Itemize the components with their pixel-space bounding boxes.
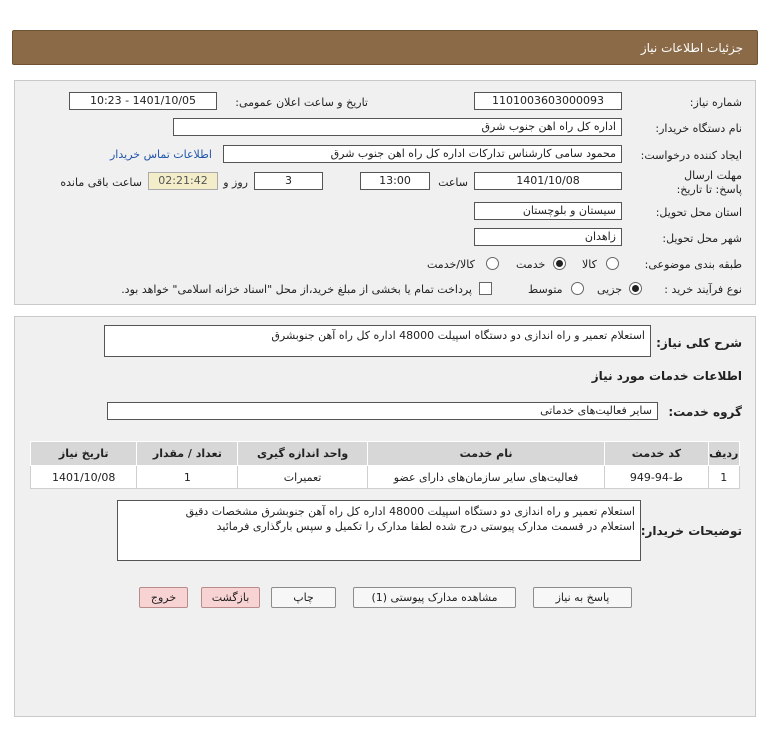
col-row-header: ردیف [708,442,739,466]
buyer-notes-label: توضیحات خریدار: [640,524,742,538]
deadline-time-label: ساعت [438,176,468,189]
need-info-panel [14,80,756,305]
category-option-goods-service: کالا/خدمت [427,258,475,271]
attachments-button[interactable]: مشاهده مدارک پیوستی (1) [353,587,516,608]
process-option-medium: متوسط [528,283,563,296]
deadline-date-field[interactable]: 1401/10/08 [474,172,622,190]
deadline-time-field[interactable]: 13:00 [360,172,430,190]
creator-label: ایجاد کننده درخواست: [640,149,742,162]
creator-field[interactable]: محمود سامی کارشناس تداركات اداره کل راه اهن جنوب شرق [223,145,622,163]
category-radio-goods[interactable] [606,257,619,270]
remaining-time-field: 02:21:42 [148,172,218,190]
page-title: جزئیات اطلاعات نیاز [640,41,743,55]
service-group-label: گروه خدمت: [668,405,742,419]
category-label: طبقه بندی موضوعی: [644,258,742,271]
category-radio-goods-service[interactable] [486,257,499,270]
cell-unit: تعمیرات [238,466,367,489]
process-radio-minor[interactable] [629,282,642,295]
category-option-service: خدمت [516,258,546,271]
table-header-row [31,442,740,466]
services-heading: اطلاعات خدمات مورد نیاز [591,369,742,383]
category-radio-service[interactable] [553,257,566,270]
province-label: استان محل تحویل: [655,206,742,219]
remaining-label: ساعت باقی مانده [60,176,142,189]
exit-button[interactable]: خروج [139,587,188,608]
cell-code: ط-94-949 [605,466,708,489]
buyer-notes-field[interactable]: استعلام تعمیر و راه اندازی دو دستگاه اسپیلت 48000 اداره کل راه آهن جنوبشرق مشخصات دقیق استعلام در قسمت مدارک پیوستی درج شده لطفا مدارک را تکمیل و سپس بارگذاری فرمائید [117,500,641,561]
process-label: نوع فرآیند خرید : [664,283,742,296]
service-group-field[interactable]: سایر فعالیت‌های خدماتی [107,402,658,420]
treasury-checkbox[interactable] [479,282,492,295]
treasury-note: پرداخت تمام یا بخشی از مبلغ خرید،از محل "اسناد خزانه اسلامی" خواهد بود. [121,283,472,296]
summary-field[interactable]: استعلام تعمیر و راه اندازی دو دستگاه اسپیلت 48000 اداره کل راه آهن جنوبشرق [104,325,651,357]
col-unit-header: واحد اندازه گیری [238,442,367,466]
cell-row: 1 [708,466,739,489]
process-option-minor: جزیی [597,283,623,296]
col-name-header: نام خدمت [367,442,605,466]
days-field[interactable]: 3 [254,172,323,190]
buyer-contact-link[interactable]: اطلاعات تماس خریدار [110,148,212,161]
cell-date: 1401/10/08 [31,466,137,489]
col-qty-header: تعداد / مقدار [137,442,238,466]
buyer-label: نام دستگاه خریدار: [655,122,742,135]
deadline-label: مهلت ارسال پاسخ: تا تاریخ: [676,169,742,196]
table-row[interactable] [31,466,740,489]
announce-label: تاریخ و ساعت اعلان عمومی: [235,96,368,109]
reply-button[interactable]: پاسخ به نیاز [533,587,632,608]
cell-qty: 1 [137,466,238,489]
category-option-goods: کالا [582,258,597,271]
city-field[interactable]: زاهدان [474,228,622,246]
page-header [12,30,758,65]
services-table [30,441,740,489]
need-number-label: شماره نیاز: [689,96,742,109]
cell-name: فعالیت‌های سایر سازمان‌های دارای عضو [367,466,605,489]
city-label: شهر محل تحویل: [662,232,742,245]
province-field[interactable]: سیستان و بلوچستان [474,202,622,220]
buyer-field[interactable]: اداره کل راه اهن جنوب شرق [173,118,622,136]
col-date-header: تاریخ نیاز [31,442,137,466]
announce-field[interactable]: 1401/10/05 - 10:23 [69,92,217,110]
process-radio-medium[interactable] [571,282,584,295]
days-label: روز و [223,176,248,189]
back-button[interactable]: بازگشت [201,587,260,608]
summary-label: شرح کلی نیاز: [656,336,742,350]
col-code-header: کد خدمت [605,442,708,466]
need-number-field[interactable]: 1101003603000093 [474,92,622,110]
print-button[interactable]: چاپ [271,587,336,608]
